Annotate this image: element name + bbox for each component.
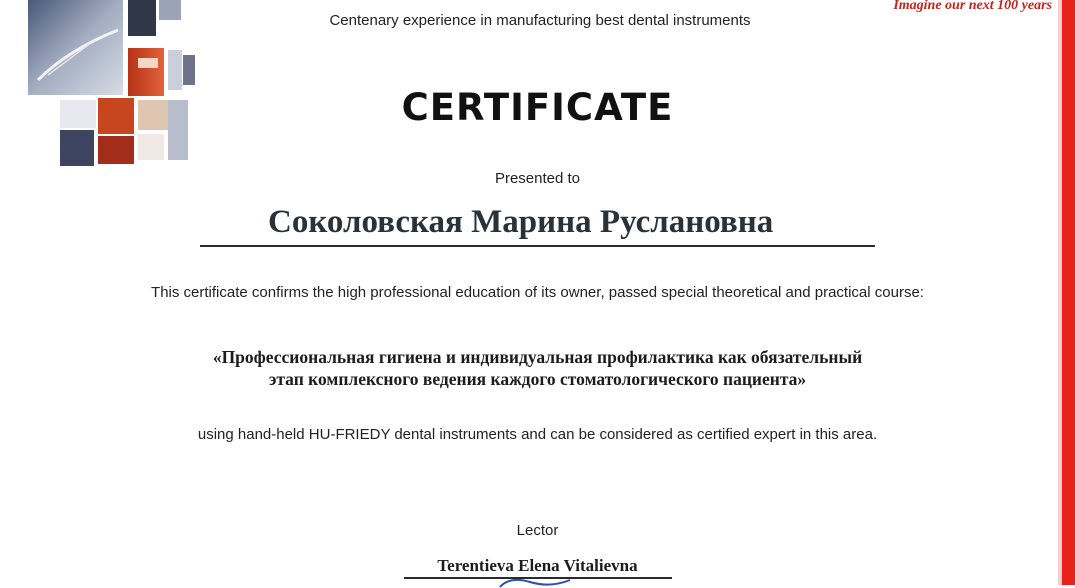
dental-photo-collage bbox=[28, 0, 198, 170]
certificate-title: CERTIFICATE bbox=[401, 86, 674, 129]
recipient-underline bbox=[200, 245, 875, 247]
confirmation-text: This certificate confirms the high professional education of its owner, passed special theoretical and practical course: bbox=[151, 284, 924, 301]
recipient-name: Соколовская Марина Руслановна bbox=[268, 204, 774, 240]
course-title-line-1: «Профессиональная гигиена и индивидуальная профилактика как обязательный bbox=[212, 347, 863, 367]
usage-text: using hand-held HU-FRIEDY dental instruments and can be considered as certified expert in this area. bbox=[197, 426, 878, 443]
brand-tagline: Imagine our next 100 years bbox=[893, 0, 1052, 13]
course-title bbox=[100, 346, 975, 390]
lector-label: Lector bbox=[516, 522, 559, 539]
lector-name: Terentieva Elena Vitalievna bbox=[437, 556, 638, 575]
presented-to-label: Presented to bbox=[494, 170, 581, 187]
header-subtitle: Centenary experience in manufacturing best dental instruments bbox=[329, 12, 751, 29]
red-side-stripe bbox=[1062, 0, 1075, 585]
signature-mark bbox=[490, 574, 600, 588]
course-title-line-2: этап комплексного ведения каждого стоматологического пациента» bbox=[268, 369, 807, 389]
